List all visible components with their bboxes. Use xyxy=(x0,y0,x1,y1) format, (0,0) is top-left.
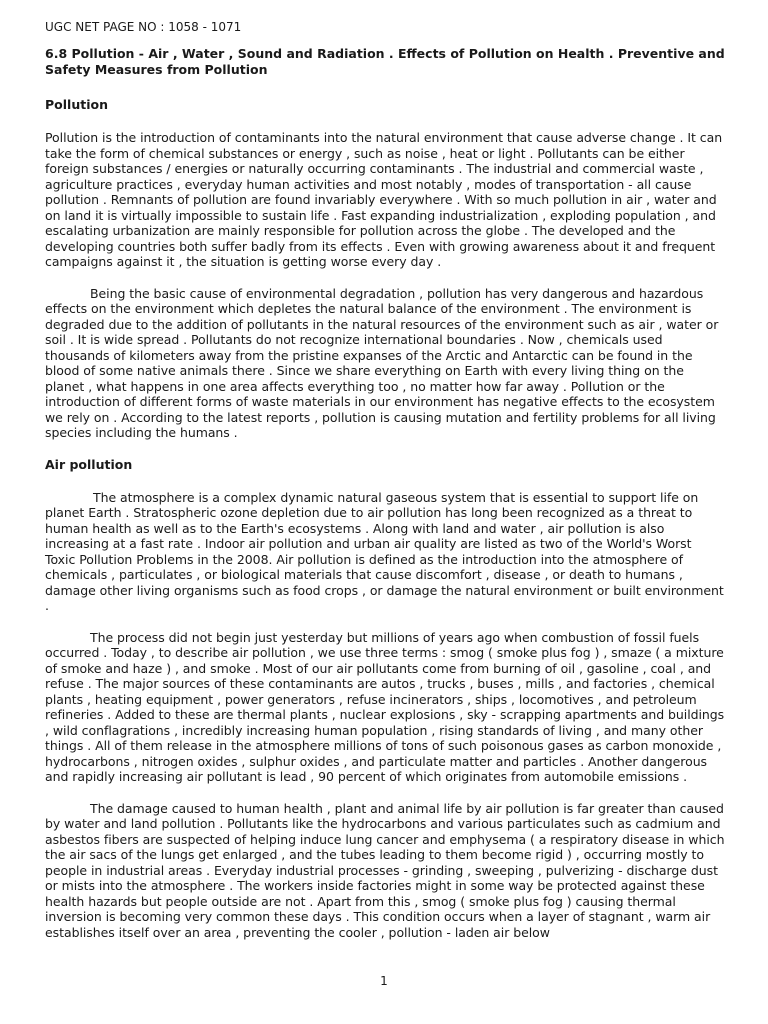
paragraph: Being the basic cause of environmental degradation , pollution has very dangerous and hazardous effects on the environment which depletes the natural balance of the environment . The environment is degraded due to the addition of pollutants in the natural resources of the environment such as air , water or soil . It is wide spread . Pollutants do not recognize international boundaries . Now , chemicals used thousands of kilometers away from the pristine expanses of the Arctic and Antarctic can be found in the blood of some native animals there . Since we share everything on Earth with every living thing on the planet , what happens in one area affects everything too , no matter how far away . Pollution or the introduction of different forms of waste materials in our environment has negative effects to the ecosystem we rely on . According to the latest reports , pollution is causing mutation and fertility problems for all living species including the humans . xyxy=(45,285,719,440)
page-number: 1 xyxy=(380,974,388,988)
paragraph: The process did not begin just yesterday but millions of years ago when combustion of fossil fuels occurred . Today , to describe air pollution , we use three terms : smog ( smoke plus fog ) , smaze ( a mixture of smoke and haze ) , and smoke . Most of our air pollutants come from burning of oil , gasoline , coal , and refuse . The major sources of these contaminants are autos , trucks , buses , mills , and factories , chemical plants , heating equipment , power generators , refuse incinerators , ships , locomotives , and petroleum refineries . Added to these are thermal plants , nuclear explosions , sky - scrapping apartments and buildings , wild conflagrations , incredibly increasing human population , rising standards of living , and many other things . All of them release in the atmosphere millions of tons of such poisonous gases as carbon monoxide , hydrocarbons , nitrogen oxides , sulphur oxides , and particulate matter and particles . Another dangerous and rapidly increasing air pollutant is lead , 90 percent of which originates from automobile emissions . xyxy=(45,629,725,784)
section-title: 6.8 Pollution - Air , Water , Sound and Radiation . Effects of Pollution on Health . Preventive and Safety Measures from Pollution xyxy=(45,46,725,77)
paragraph: Pollution is the introduction of contaminants into the natural environment that cause adverse change . It can take the form of chemical substances or energy , such as noise , heat or light . Pollutants can be either foreign substances / energies or naturally occurring contaminants . The industrial and commercial waste , agriculture practices , everyday human activities and most notably , modes of transportation - all cause pollution . Remnants of pollution are found invariably everywhere . With so much pollution in air , water and on land it is virtually impossible to sustain life . Fast expanding industrialization , exploding population , and escalating urbanization are mainly responsible for pollution across the globe . The developed and the developing countries both suffer badly from its effects . Even with growing awareness about it and frequent campaigns against it , the situation is getting worse every day . xyxy=(45,130,723,269)
paragraph: The damage caused to human health , plant and animal life by air pollution is far greater than caused by water and land pollution . Pollutants like the hydrocarbons and various particulates such as cadmium and asbestos fibers are suspected of helping induce lung cancer and emphysema ( a respiratory disease in which the air sacs of the lungs get enlarged , and the tubes leading to them become rigid ) , occurring mostly to people in industrial areas . Everyday industrial processes - grinding , sweeping , pulverizing - discharge dust or mists into the atmosphere . The workers inside factories might in some way be protected against these health hazards but people outside are not . Apart from this , smog ( smoke plus fog ) causing thermal inversion is becoming very common these days . This condition occurs when a layer of stagnant , warm air establishes itself over an area , preventing the cooler , pollution - laden air below xyxy=(45,800,725,940)
page-reference: UGC NET PAGE NO : 1058 - 1071 xyxy=(45,20,242,34)
heading-air-pollution: Air pollution xyxy=(45,456,133,472)
document-page xyxy=(45,20,725,956)
heading-pollution: Pollution xyxy=(45,97,108,112)
paragraph: The atmosphere is a complex dynamic natural gaseous system that is essential to support life on planet Earth . Stratospheric ozone depletion due to air pollution has long been recognized as a threat to human health as well as to the Earth's ecosystems . Along with land and water , air pollution is also increasing at a fast rate . Indoor air pollution and urban air quality are listed as two of the World's Worst Toxic Pollution Problems in the 2008. Air pollution is defined as the introduction into the atmosphere of chemicals , particulates , or biological materials that cause discomfort , disease , or death to humans , damage other living organisms such as food crops , or damage the natural environment or built environment . xyxy=(45,489,724,613)
